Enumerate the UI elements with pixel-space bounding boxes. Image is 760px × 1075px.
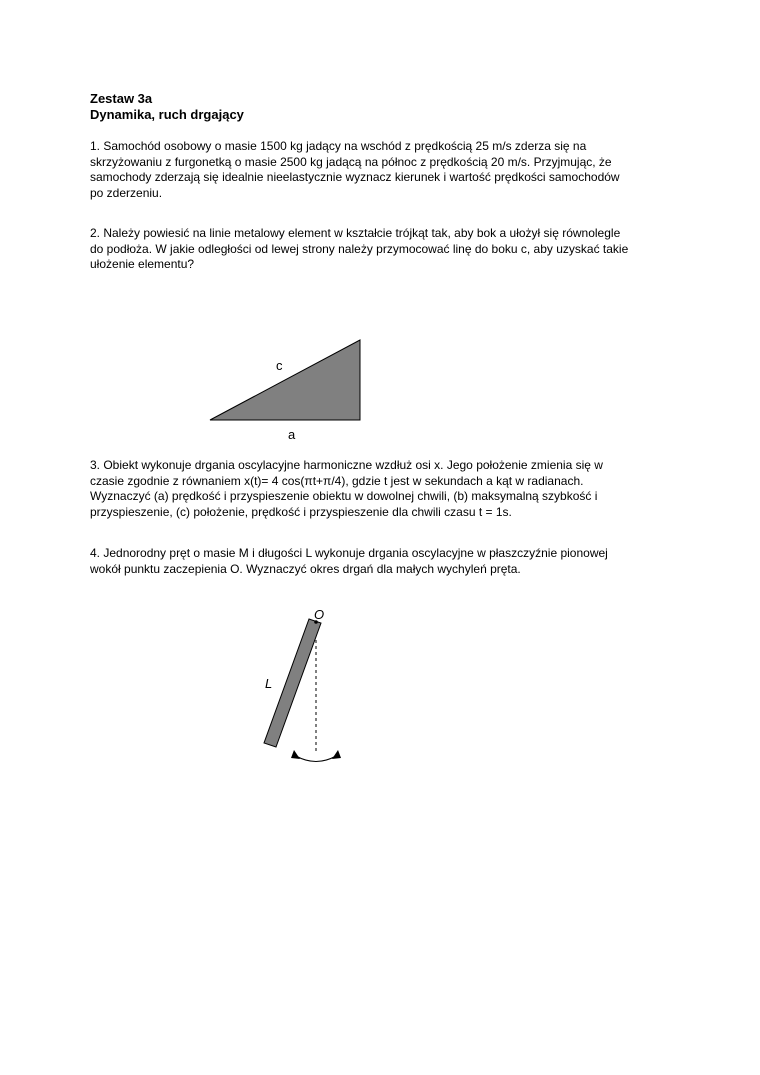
rod-label-o: O — [314, 607, 325, 622]
worksheet-title: Zestaw 3a — [90, 91, 153, 106]
problem-3-line: Wyznaczyć (a) prędkość i przyspieszenie obiektu w dowolnej chwili, (b) maksymalną szybkość i — [90, 489, 598, 503]
problem-1-line: 1. Samochód osobowy o masie 1500 kg jadący na wschód z prędkością 25 m/s zderza się na — [90, 139, 587, 153]
arrow-right-icon — [332, 750, 341, 759]
problem-2-line: ułożenie elementu? — [90, 257, 195, 271]
problem-2-line: 2. Należy powiesić na linie metalowy element w kształcie trójkąt tak, aby bok a ułożył się równolegle — [90, 226, 621, 240]
triangle-figure — [210, 340, 360, 420]
triangle-label-c: c — [276, 358, 283, 373]
problem-2-line: do podłoża. W jakie odległości od lewej strony należy przymocować linę do boku c, aby uzyskać takie — [90, 241, 629, 256]
problem-4-line: wokół punktu zaczepienia O. Wyznaczyć okres drgań dla małych wychyleń pręta. — [90, 561, 521, 576]
problem-1-line: po zderzeniu. — [90, 185, 163, 200]
problem-3-line: 3. Obiekt wykonuje drgania oscylacyjne harmoniczne wzdłuż osi x. Jego położenie zmienia się w — [90, 458, 603, 472]
problem-1-line: skrzyżowaniu z furgonetką o masie 2500 kg jadącą na północ z prędkością 20 m/s. Przyjmując, że — [90, 154, 612, 169]
rod-figure — [264, 619, 321, 747]
problem-4-line: 4. Jednorodny pręt o masie M i długości L wykonuje drgania oscylacyjne w płaszczyźnie pionowej — [90, 546, 608, 560]
worksheet-subtitle: Dynamika, ruch drgający — [90, 107, 244, 122]
problem-3-line: czasie zgodnie z równaniem x(t)= 4 cos(πt+π/4), gdzie t jest w sekundach a kąt w radianach. — [90, 473, 584, 488]
problem-1-line: samochody zderzają się idealnie nieelastycznie wyznacz kierunek i wartość prędkości samochodów — [90, 170, 620, 184]
problem-3-line: przyspieszenie, (c) położenie, prędkość i przyspieszenie dla chwili czasu t = 1s. — [90, 504, 512, 519]
triangle-label-a: a — [288, 427, 296, 442]
oscillation-arc — [296, 756, 336, 762]
arrow-left-icon — [291, 750, 300, 759]
rod-label-l: L — [265, 676, 273, 691]
